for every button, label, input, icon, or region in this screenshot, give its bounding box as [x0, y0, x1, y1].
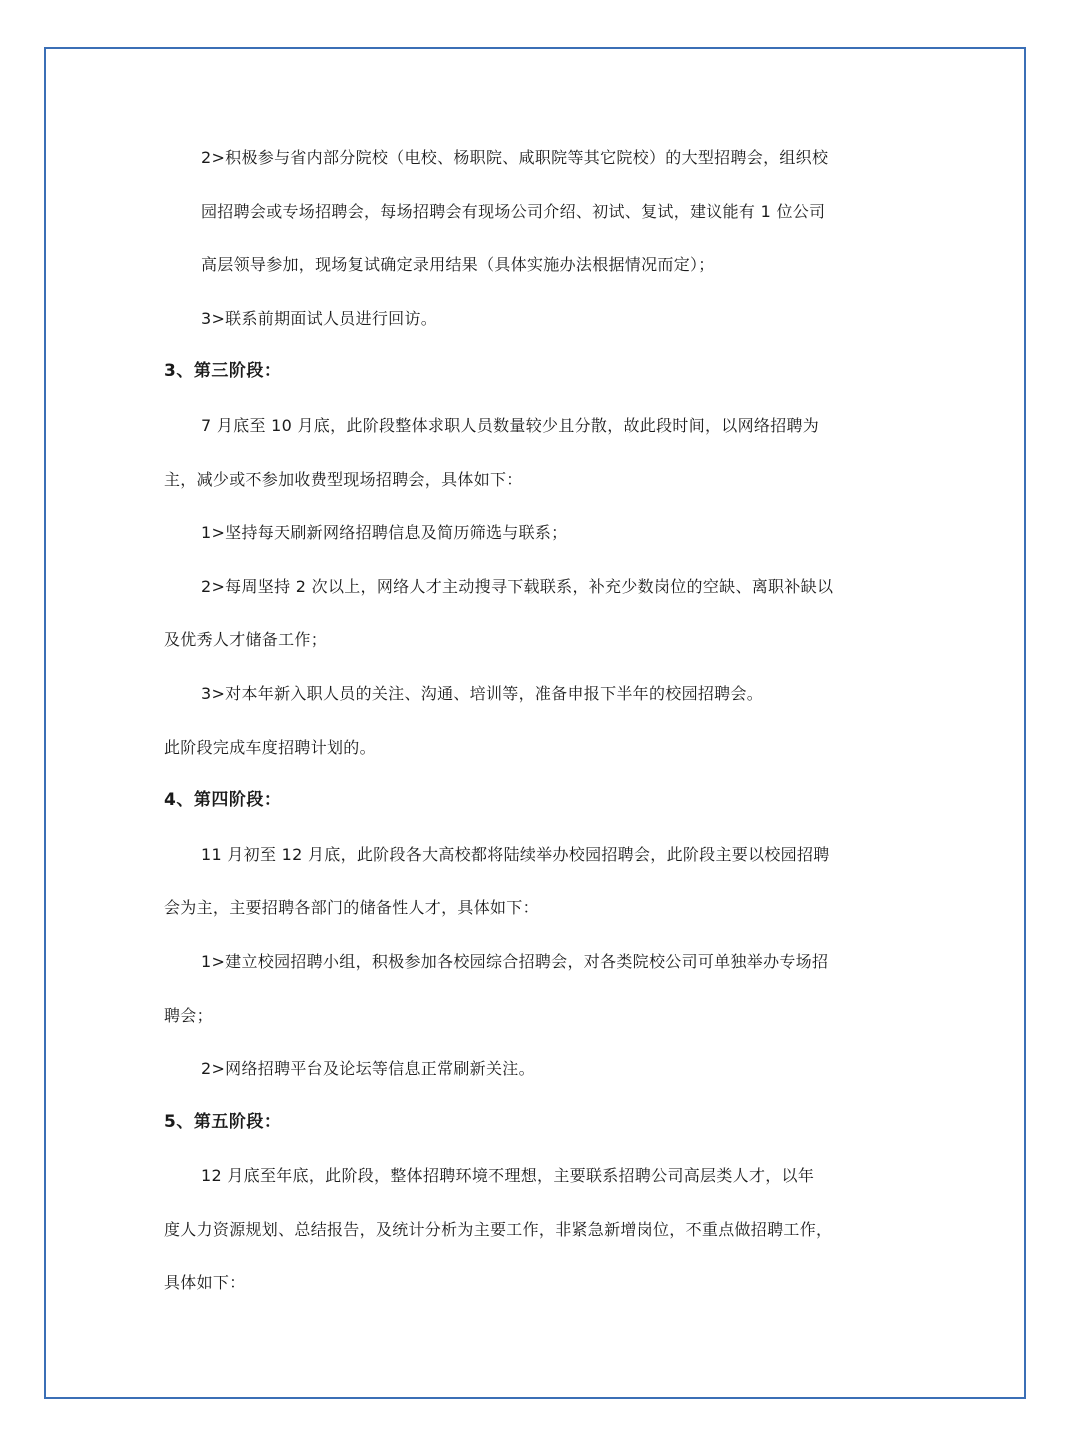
section-heading: 4、第四阶段：	[164, 790, 282, 811]
paragraph-line: 2>积极参与省内部分院校（电校、杨职院、咸职院等其它院校）的大型招聘会，组织校	[201, 148, 829, 167]
section-heading: 5、第五阶段：	[164, 1111, 282, 1132]
paragraph-line: 高层领导参加，现场复试确定录用结果（具体实施办法根据情况而定）；	[201, 255, 715, 275]
paragraph-line: 3>对本年新入职人员的关注、沟通、培训等，准备申报下半年的校园招聘会。	[201, 683, 764, 703]
paragraph-line: 园招聘会或专场招聘会，每场招聘会有现场公司介绍、初试、复试，建议能有 1 位公司	[201, 201, 826, 221]
paragraph-line: 具体如下：	[164, 1273, 246, 1293]
paragraph-line: 会为主，主要招聘各部门的储备性人才，具体如下：	[164, 898, 539, 918]
paragraph-line: 聘会；	[164, 1005, 213, 1025]
paragraph-line: 1>坚持每天刷新网络招聘信息及简历筛选与联系；	[201, 523, 568, 543]
paragraph-line: 2>每周坚持 2 次以上，网络人才主动搜寻下载联系，补充少数岗位的空缺、离职补缺以	[201, 576, 834, 596]
paragraph-line: 12 月底至年底，此阶段，整体招聘环境不理想，主要联系招聘公司高层类人才，以年	[201, 1166, 815, 1186]
paragraph-line: 3>联系前期面试人员进行回访。	[201, 308, 438, 328]
section-heading: 3、第三阶段：	[164, 361, 282, 382]
paragraph-line: 主，减少或不参加收费型现场招聘会，具体如下：	[164, 469, 523, 489]
paragraph-line: 2>网络招聘平台及论坛等信息正常刷新关注。	[201, 1059, 535, 1079]
paragraph-line: 度人力资源规划、总结报告，及统计分析为主要工作，非紧急新增岗位，不重点做招聘工作，	[164, 1219, 833, 1239]
paragraph-line: 7 月底至 10 月底，此阶段整体求职人员数量较少且分散，故此段时间，以网络招聘为	[201, 415, 820, 435]
document-body	[164, 131, 924, 1310]
paragraph-line: 及优秀人才储备工作；	[164, 630, 328, 650]
paragraph-line: 此阶段完成车度招聘计划的。	[164, 737, 376, 757]
paragraph-line: 1>建立校园招聘小组，积极参加各校园综合招聘会，对各类院校公司可单独举办专场招	[201, 951, 829, 971]
paragraph-line: 11 月初至 12 月底，此阶段各大高校都将陆续举办校园招聘会，此阶段主要以校园招聘	[201, 844, 830, 864]
